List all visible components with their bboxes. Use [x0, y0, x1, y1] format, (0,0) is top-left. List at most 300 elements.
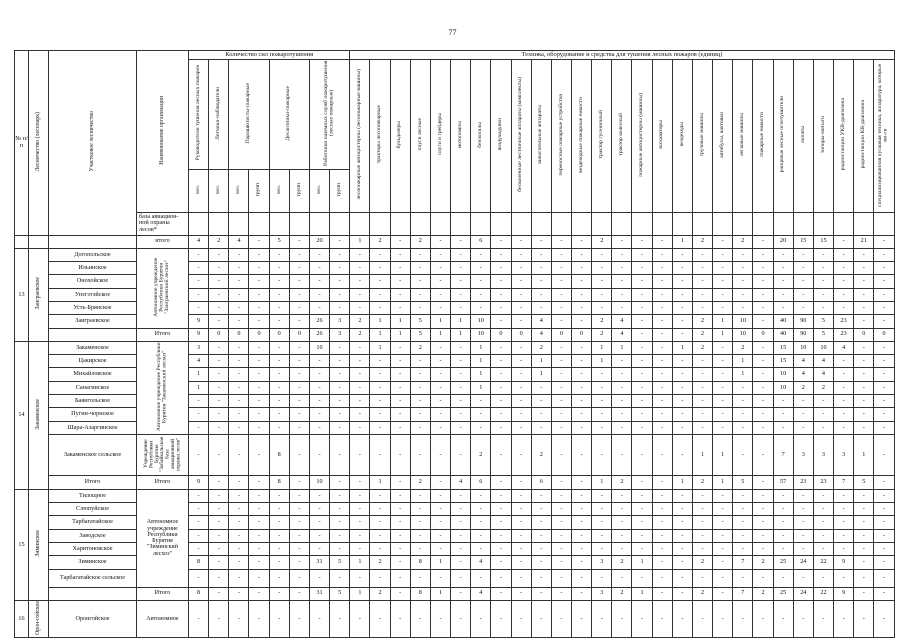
- value-cell: 4: [189, 355, 209, 368]
- value-cell: -: [672, 275, 692, 288]
- value-cell: -: [692, 368, 712, 381]
- value-cell: -: [451, 529, 471, 542]
- value-cell: -: [350, 542, 370, 555]
- equip-col-label-25: радиостанции КВ-диапазона: [859, 100, 866, 169]
- value-cell: -: [753, 542, 773, 555]
- value-cell: -: [289, 421, 309, 434]
- value-cell: -: [309, 529, 329, 542]
- force-col-label-2: Парашютисты-пожарные: [245, 82, 252, 144]
- value-cell: -: [572, 395, 592, 408]
- value-cell: -: [874, 556, 894, 569]
- value-cell: -: [531, 248, 551, 261]
- col-header-forestry-text: Лесничество (лесопарк): [35, 111, 42, 172]
- value-cell: -: [269, 542, 289, 555]
- value-cell: 2: [370, 587, 390, 600]
- value-cell: -: [813, 408, 833, 421]
- value-cell: -: [834, 542, 854, 555]
- value-cell: 2: [692, 587, 712, 600]
- blank-header-cell: [753, 212, 773, 235]
- value-cell: -: [854, 368, 874, 381]
- value-cell: -: [471, 262, 491, 275]
- value-cell: -: [309, 275, 329, 288]
- value-cell: 1: [350, 587, 370, 600]
- value-cell: -: [632, 569, 652, 587]
- value-cell: -: [269, 381, 289, 394]
- value-cell: -: [289, 516, 309, 529]
- value-cell: -: [269, 556, 289, 569]
- value-cell: -: [229, 516, 249, 529]
- value-cell: -: [229, 395, 249, 408]
- value-cell: -: [370, 503, 390, 516]
- value-cell: -: [612, 434, 632, 476]
- force-col-label-1: Летчики-наблюдатели: [214, 86, 221, 140]
- value-cell: -: [572, 421, 592, 434]
- value-cell: 7: [834, 476, 854, 489]
- value-cell: -: [632, 516, 652, 529]
- value-cell: -: [672, 395, 692, 408]
- value-cell: -: [531, 569, 551, 587]
- value-cell: -: [733, 288, 753, 301]
- value-cell: 5: [330, 587, 350, 600]
- value-cell: -: [430, 355, 450, 368]
- value-cell: -: [874, 489, 894, 502]
- value-cell: -: [753, 503, 773, 516]
- value-cell: 1: [713, 434, 733, 476]
- value-cell: -: [229, 408, 249, 421]
- value-cell: -: [773, 489, 793, 502]
- value-cell: -: [209, 421, 229, 434]
- value-cell: -: [229, 434, 249, 476]
- value-cell: -: [592, 529, 612, 542]
- district-name: Тарбагатайское: [49, 516, 137, 529]
- value-cell: -: [451, 569, 471, 587]
- value-cell: -: [229, 288, 249, 301]
- value-cell: 2: [370, 556, 390, 569]
- value-cell: 1: [390, 315, 410, 328]
- value-cell: -: [491, 434, 511, 476]
- value-cell: -: [632, 275, 652, 288]
- value-cell: 1: [713, 328, 733, 341]
- value-cell: -: [370, 516, 390, 529]
- value-cell: -: [330, 434, 350, 476]
- value-cell: -: [289, 542, 309, 555]
- value-cell: -: [289, 275, 309, 288]
- value-cell: -: [692, 516, 712, 529]
- value-cell: -: [874, 516, 894, 529]
- value-cell: -: [511, 542, 531, 555]
- value-cell: -: [430, 341, 450, 354]
- value-cell: -: [813, 262, 833, 275]
- equip-col-header-12: [592, 60, 612, 213]
- equip-col-label-16: вездеходы: [678, 122, 685, 147]
- value-cell: -: [672, 489, 692, 502]
- value-cell: -: [410, 301, 430, 314]
- equip-col-label-22: лопаты: [799, 125, 806, 144]
- value-cell: -: [330, 542, 350, 555]
- equip-col-header-5: [451, 60, 471, 213]
- value-cell: -: [713, 600, 733, 637]
- value-cell: -: [834, 408, 854, 421]
- value-cell: -: [612, 600, 632, 637]
- value-cell: 1: [430, 315, 450, 328]
- value-cell: -: [269, 301, 289, 314]
- value-cell: -: [592, 262, 612, 275]
- value-cell: -: [309, 503, 329, 516]
- value-cell: 31: [309, 587, 329, 600]
- value-cell: -: [612, 301, 632, 314]
- value-cell: 2: [733, 341, 753, 354]
- value-cell: -: [229, 275, 249, 288]
- district-name: Михайловское: [49, 368, 137, 381]
- value-cell: -: [410, 275, 430, 288]
- blank-header-cell: [229, 212, 249, 235]
- value-cell: -: [592, 516, 612, 529]
- value-cell: -: [451, 355, 471, 368]
- value-cell: -: [471, 275, 491, 288]
- value-cell: -: [612, 408, 632, 421]
- value-cell: -: [672, 556, 692, 569]
- value-cell: -: [713, 569, 733, 587]
- value-cell: -: [713, 355, 733, 368]
- blank-header-cell: [209, 212, 229, 235]
- value-cell: -: [551, 542, 571, 555]
- value-cell: 1: [471, 368, 491, 381]
- value-cell: 1: [370, 476, 390, 489]
- value-cell: -: [632, 408, 652, 421]
- force-col-unit-text-2: чел.: [235, 184, 242, 194]
- equip-col-header-7: [491, 60, 511, 213]
- value-cell: -: [592, 408, 612, 421]
- value-cell: -: [309, 368, 329, 381]
- district-name: Харитоновское: [49, 542, 137, 555]
- force-col-unit-0: [189, 169, 209, 212]
- value-cell: -: [229, 315, 249, 328]
- value-cell: -: [289, 315, 309, 328]
- value-cell: -: [854, 408, 874, 421]
- value-cell: -: [209, 248, 229, 261]
- value-cell: -: [491, 600, 511, 637]
- value-cell: 8: [189, 587, 209, 600]
- value-cell: -: [249, 408, 269, 421]
- value-cell: -: [612, 395, 632, 408]
- value-cell: -: [390, 301, 410, 314]
- value-cell: 15: [773, 355, 793, 368]
- value-cell: -: [753, 476, 773, 489]
- value-cell: -: [249, 235, 269, 248]
- value-cell: -: [289, 434, 309, 476]
- value-cell: -: [713, 262, 733, 275]
- value-cell: -: [672, 328, 692, 341]
- value-cell: -: [612, 381, 632, 394]
- value-cell: -: [733, 503, 753, 516]
- value-cell: 1: [531, 355, 551, 368]
- value-cell: -: [632, 503, 652, 516]
- value-cell: 1: [350, 235, 370, 248]
- value-cell: 5: [813, 328, 833, 341]
- value-cell: -: [672, 248, 692, 261]
- value-cell: -: [189, 542, 209, 555]
- value-cell: 10: [733, 328, 753, 341]
- value-cell: 2: [753, 556, 773, 569]
- value-cell: 1: [390, 328, 410, 341]
- value-cell: -: [370, 301, 390, 314]
- value-cell: 1: [471, 341, 491, 354]
- value-cell: -: [834, 288, 854, 301]
- value-cell: -: [813, 542, 833, 555]
- value-cell: -: [652, 542, 672, 555]
- value-cell: -: [672, 600, 692, 637]
- value-cell: -: [692, 569, 712, 587]
- equip-col-label-24: радиостанции УКВ-диапазона: [839, 98, 846, 171]
- value-cell: -: [330, 476, 350, 489]
- value-cell: 3: [330, 328, 350, 341]
- district-name: Догопольское: [49, 248, 137, 261]
- value-cell: -: [531, 600, 551, 637]
- value-cell: -: [410, 421, 430, 434]
- value-cell: 4: [612, 328, 632, 341]
- value-cell: -: [430, 301, 450, 314]
- value-cell: -: [350, 516, 370, 529]
- value-cell: -: [672, 542, 692, 555]
- value-cell: -: [632, 489, 652, 502]
- value-cell: -: [572, 569, 592, 587]
- value-cell: -: [289, 368, 309, 381]
- value-cell: -: [209, 542, 229, 555]
- value-cell: -: [451, 301, 471, 314]
- blank-header-cell: [289, 212, 309, 235]
- value-cell: -: [813, 489, 833, 502]
- value-cell: -: [692, 288, 712, 301]
- value-cell: -: [229, 262, 249, 275]
- value-cell: -: [451, 434, 471, 476]
- value-cell: -: [632, 381, 652, 394]
- section-forestry: [29, 341, 49, 489]
- value-cell: -: [652, 341, 672, 354]
- value-cell: -: [773, 569, 793, 587]
- value-cell: -: [874, 368, 894, 381]
- value-cell: -: [491, 529, 511, 542]
- value-cell: -: [390, 600, 410, 637]
- value-cell: -: [491, 381, 511, 394]
- value-cell: -: [511, 408, 531, 421]
- value-cell: 8: [269, 476, 289, 489]
- value-cell: 0: [854, 328, 874, 341]
- value-cell: -: [370, 408, 390, 421]
- value-cell: -: [572, 587, 592, 600]
- value-cell: -: [350, 489, 370, 502]
- value-cell: -: [430, 600, 450, 637]
- value-cell: -: [551, 434, 571, 476]
- value-cell: -: [189, 529, 209, 542]
- equip-col-label-0: лесопожарные автоцистерны (лесопожарные машины): [356, 69, 363, 200]
- value-cell: -: [511, 275, 531, 288]
- value-cell: -: [652, 569, 672, 587]
- value-cell: -: [652, 529, 672, 542]
- value-cell: -: [713, 248, 733, 261]
- value-cell: -: [874, 315, 894, 328]
- value-cell: -: [330, 368, 350, 381]
- value-cell: -: [491, 395, 511, 408]
- value-cell: 4: [189, 235, 209, 248]
- value-cell: -: [652, 503, 672, 516]
- value-cell: -: [511, 476, 531, 489]
- value-cell: 40: [773, 315, 793, 328]
- value-cell: -: [390, 503, 410, 516]
- org-name: [137, 341, 189, 434]
- equip-col-header-22: [793, 60, 813, 213]
- value-cell: 1: [733, 368, 753, 381]
- value-cell: 2: [612, 556, 632, 569]
- value-cell: -: [229, 542, 249, 555]
- value-cell: -: [531, 421, 551, 434]
- value-cell: -: [330, 569, 350, 587]
- value-cell: -: [572, 489, 592, 502]
- blank-header-cell: [733, 212, 753, 235]
- value-cell: -: [652, 315, 672, 328]
- value-cell: -: [511, 421, 531, 434]
- value-cell: -: [430, 529, 450, 542]
- value-cell: -: [451, 395, 471, 408]
- value-cell: -: [390, 476, 410, 489]
- value-cell: 0: [874, 328, 894, 341]
- value-cell: -: [753, 368, 773, 381]
- value-cell: -: [511, 288, 531, 301]
- value-cell: -: [350, 421, 370, 434]
- value-cell: -: [189, 248, 209, 261]
- value-cell: -: [370, 288, 390, 301]
- value-cell: -: [309, 248, 329, 261]
- value-cell: -: [612, 288, 632, 301]
- col-header-organization: [137, 51, 189, 213]
- value-cell: 1: [672, 341, 692, 354]
- value-cell: -: [551, 315, 571, 328]
- value-cell: 8: [410, 556, 430, 569]
- value-cell: -: [632, 262, 652, 275]
- value-cell: 1: [430, 587, 450, 600]
- value-cell: -: [451, 421, 471, 434]
- value-cell: -: [249, 556, 269, 569]
- value-cell: -: [511, 516, 531, 529]
- value-cell: -: [209, 395, 229, 408]
- value-cell: -: [451, 503, 471, 516]
- value-cell: -: [793, 542, 813, 555]
- equip-col-header-8: [511, 60, 531, 213]
- value-cell: -: [491, 315, 511, 328]
- value-cell: -: [249, 587, 269, 600]
- value-cell: -: [692, 421, 712, 434]
- value-cell: -: [692, 600, 712, 637]
- value-cell: -: [672, 587, 692, 600]
- value-cell: 10: [733, 315, 753, 328]
- value-cell: -: [209, 529, 229, 542]
- value-cell: -: [430, 235, 450, 248]
- value-cell: -: [793, 503, 813, 516]
- value-cell: -: [430, 503, 450, 516]
- value-cell: 1: [430, 328, 450, 341]
- value-cell: -: [713, 556, 733, 569]
- value-cell: 4: [471, 556, 491, 569]
- total-label: Итого: [137, 476, 189, 489]
- value-cell: 31: [309, 556, 329, 569]
- value-cell: -: [733, 301, 753, 314]
- value-cell: -: [249, 434, 269, 476]
- value-cell: -: [511, 489, 531, 502]
- section-forestry: [29, 489, 49, 600]
- equip-col-label-18: автобусы, вахтовки: [718, 111, 725, 158]
- value-cell: -: [592, 395, 612, 408]
- document-table-wrapper: [14, 50, 894, 638]
- total-district: [49, 328, 137, 341]
- col-header-num-text: № п/п: [15, 135, 28, 149]
- value-cell: -: [592, 434, 612, 476]
- value-cell: -: [330, 262, 350, 275]
- value-cell: 1: [370, 315, 390, 328]
- value-cell: -: [834, 275, 854, 288]
- value-cell: -: [531, 381, 551, 394]
- value-cell: -: [793, 516, 813, 529]
- value-cell: -: [854, 542, 874, 555]
- equip-col-label-12: трактор гусеничный: [597, 110, 604, 159]
- value-cell: -: [531, 275, 551, 288]
- value-cell: -: [813, 395, 833, 408]
- value-cell: 90: [793, 315, 813, 328]
- value-cell: -: [672, 529, 692, 542]
- value-cell: -: [269, 395, 289, 408]
- value-cell: 5: [813, 315, 833, 328]
- value-cell: -: [309, 301, 329, 314]
- value-cell: -: [350, 381, 370, 394]
- value-cell: -: [612, 355, 632, 368]
- value-cell: -: [390, 434, 410, 476]
- value-cell: -: [350, 395, 370, 408]
- value-cell: -: [289, 529, 309, 542]
- blank-header-cell: [511, 212, 531, 235]
- value-cell: -: [229, 341, 249, 354]
- value-cell: -: [209, 355, 229, 368]
- value-cell: -: [652, 600, 672, 637]
- value-cell: -: [834, 600, 854, 637]
- value-cell: -: [834, 235, 854, 248]
- value-cell: -: [491, 355, 511, 368]
- value-cell: -: [249, 355, 269, 368]
- value-cell: -: [813, 503, 833, 516]
- value-cell: -: [511, 248, 531, 261]
- value-cell: -: [289, 408, 309, 421]
- value-cell: -: [289, 288, 309, 301]
- value-cell: -: [733, 381, 753, 394]
- value-cell: -: [753, 341, 773, 354]
- value-cell: -: [410, 489, 430, 502]
- value-cell: -: [592, 503, 612, 516]
- value-cell: -: [632, 421, 652, 434]
- value-cell: -: [189, 395, 209, 408]
- value-cell: 8: [410, 587, 430, 600]
- value-cell: -: [370, 569, 390, 587]
- value-cell: -: [531, 301, 551, 314]
- value-cell: -: [390, 262, 410, 275]
- value-cell: 1: [672, 476, 692, 489]
- value-cell: -: [713, 288, 733, 301]
- value-cell: -: [874, 355, 894, 368]
- value-cell: -: [511, 503, 531, 516]
- col-header-organization-text: Наименование организации: [159, 95, 166, 165]
- value-cell: -: [592, 421, 612, 434]
- group-header-equipment-text: Техника, оборудование и средства для тушения лесных пожаров (единиц): [521, 50, 723, 58]
- value-cell: -: [370, 355, 390, 368]
- value-cell: -: [309, 434, 329, 476]
- value-cell: 22: [813, 556, 833, 569]
- value-cell: -: [612, 569, 632, 587]
